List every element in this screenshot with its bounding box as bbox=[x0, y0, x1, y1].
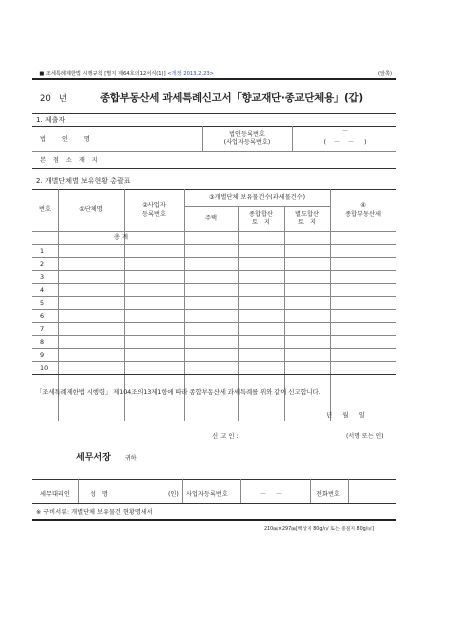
page-side-label: (앞쪽) bbox=[378, 71, 393, 77]
row-number-1: 1 bbox=[40, 247, 45, 255]
col-house-header: 주택 bbox=[205, 214, 217, 222]
divider bbox=[310, 479, 311, 503]
row-line bbox=[32, 309, 396, 310]
row-line bbox=[32, 361, 396, 362]
reg-no-format1: － bbox=[341, 128, 349, 136]
declaration-date: 년 월 일 bbox=[326, 411, 365, 419]
row-line bbox=[32, 270, 396, 271]
row-line bbox=[32, 348, 396, 349]
row-line bbox=[32, 244, 396, 245]
divider bbox=[78, 479, 79, 503]
agent-bottom-line bbox=[32, 503, 396, 504]
corp-name-label: 법 인 명 bbox=[40, 136, 97, 143]
section1-bottom-line bbox=[32, 168, 396, 169]
row-number-9: 9 bbox=[40, 351, 45, 359]
agent-top-line bbox=[32, 479, 396, 480]
col-name-header: ①단체명 bbox=[79, 206, 103, 214]
agent-bizno-format: － － bbox=[260, 491, 283, 498]
addressee: 세무서장 bbox=[76, 453, 111, 463]
title-bottom-border bbox=[32, 113, 396, 114]
col-count-header: ③개별단체 보유물건수(과세물건수) bbox=[208, 193, 306, 201]
row-line bbox=[32, 296, 396, 297]
row-line bbox=[32, 283, 396, 284]
row-number-8: 8 bbox=[40, 338, 45, 346]
agent-bizno-label: 사업자등록번호 bbox=[186, 491, 228, 498]
section2-heading: 2. 개별단체별 보유현황 총괄표 bbox=[36, 177, 131, 185]
row-line bbox=[32, 322, 396, 323]
section1-heading: 1. 제출자 bbox=[36, 116, 66, 124]
row-line bbox=[32, 335, 396, 336]
agent-seal: (인) bbox=[168, 491, 179, 498]
regulation-reference bbox=[36, 64, 214, 77]
page-title: 종합부동산세 과세특례신고서「향교재단·종교단체용」(갑) bbox=[100, 92, 363, 104]
row-number-2: 2 bbox=[40, 260, 45, 268]
row-line bbox=[32, 151, 396, 152]
table-bottom-line bbox=[32, 374, 396, 375]
col-bizno-header: ②사업자 등록번호 bbox=[142, 202, 166, 218]
agent-phone-label: 전화번호 bbox=[316, 491, 340, 498]
row-line bbox=[32, 257, 396, 258]
bottom-border bbox=[32, 519, 396, 521]
divider bbox=[240, 479, 241, 503]
reporter-label: 신 고 인 : bbox=[212, 432, 239, 440]
attachment-note: ※ 구비서류: 개별단체 보유물건 현황명세서 bbox=[36, 509, 153, 516]
row-number-7: 7 bbox=[40, 325, 45, 333]
divider bbox=[348, 479, 349, 503]
total-label: 총 계 bbox=[114, 233, 128, 241]
signature-note: (서명 또는 인) bbox=[346, 433, 384, 440]
regulation-text: ■ 조세특례제한법 시행규칙 [별지 제64호의12서식(1)] bbox=[39, 71, 168, 77]
hq-address-label: 본 점 소 재 지 bbox=[40, 157, 101, 164]
tax-agent-label: 세무대리인 bbox=[40, 491, 70, 498]
row-number-4: 4 bbox=[40, 286, 45, 294]
year-label: 20 년 bbox=[40, 94, 68, 104]
col-combined-land-header: 종합합산 토 지 bbox=[249, 210, 273, 226]
row-number-3: 3 bbox=[40, 273, 45, 281]
col-separate-land-header: 별도합산 토 지 bbox=[295, 210, 319, 226]
top-border bbox=[32, 78, 396, 80]
paper-spec: 210㎜×297㎜[백상지 80g/㎡ 또는 중질지 80g/㎡] bbox=[264, 527, 374, 532]
declaration-statement: 「조세특례제한법 시행령」 제104조의13제1항에 따라 종합부동산세 과세특례를 위와 같이 신고합니다. bbox=[36, 388, 321, 396]
col-tax-header: ④ 종합부동산세 bbox=[345, 202, 381, 218]
row-number-6: 6 bbox=[40, 312, 45, 320]
addressee-suffix: 귀하 bbox=[125, 455, 137, 462]
reg-no-format2: ( － － ) bbox=[323, 139, 367, 147]
col-number-header: 번호 bbox=[39, 206, 51, 214]
row-number-10: 10 bbox=[40, 364, 49, 372]
reg-no-label: 법인등록번호 (사업자등록번호) bbox=[223, 130, 271, 146]
divider bbox=[292, 126, 293, 151]
row-number-5: 5 bbox=[40, 299, 45, 307]
agent-name-label: 성 명 bbox=[90, 491, 108, 498]
revision-date: <개정 2013.2.23> bbox=[167, 71, 215, 77]
divider bbox=[182, 479, 183, 503]
